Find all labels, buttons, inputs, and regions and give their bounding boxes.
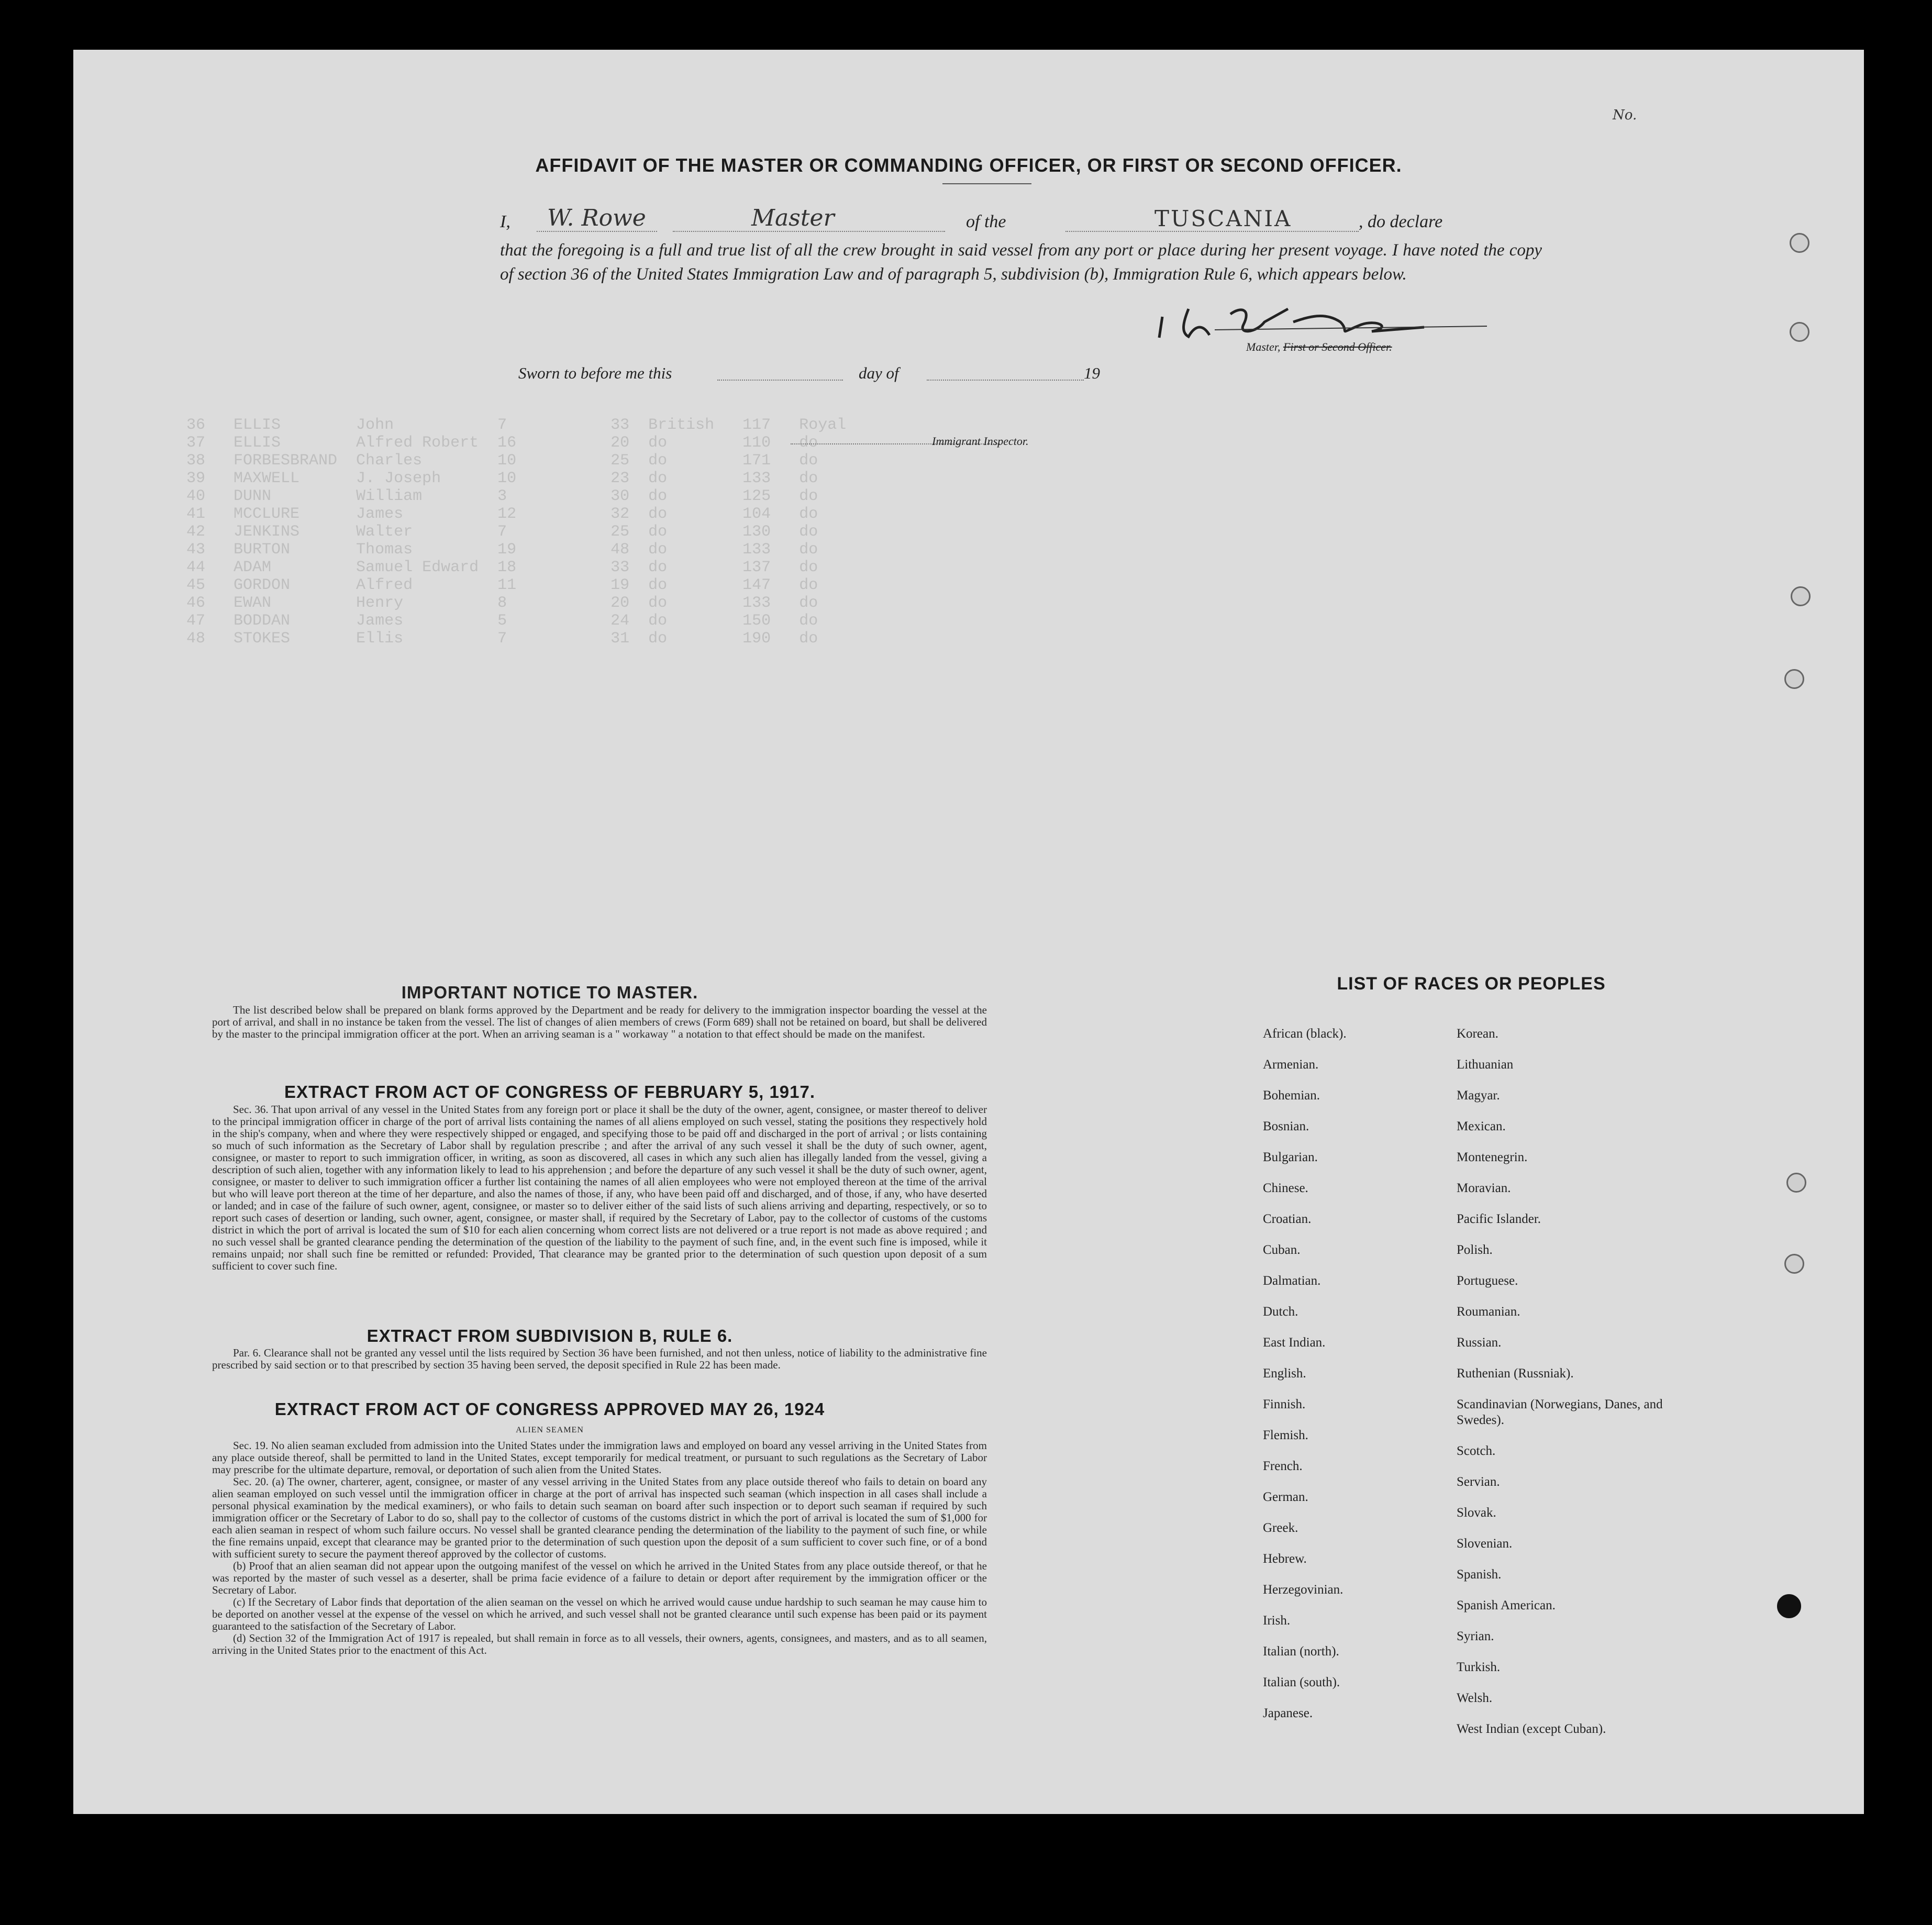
document-page (73, 50, 1864, 1814)
affidavit-declaration-line (500, 205, 1537, 238)
affidavit-title: AFFIDAVIT OF THE MASTER OR COMMANDING OFFICER, OR FIRST OR SECOND OFFICER. (535, 154, 1402, 176)
inspector-caption: Immigrant Inspector. (932, 435, 1029, 448)
corner-mark: No. (1613, 107, 1637, 123)
races-left-column (1263, 1026, 1451, 1737)
of-the-label: of the (966, 212, 1006, 231)
race-item: Pacific Islander. (1457, 1212, 1541, 1226)
extract-rule6-title: EXTRACT FROM SUBDIVISION B, RULE 6. (367, 1326, 733, 1345)
sworn-label: Sworn to before me this (518, 364, 672, 382)
race-item: Moravian. (1457, 1181, 1511, 1195)
race-item: Korean. (1457, 1027, 1498, 1041)
race-item: Bohemian. (1263, 1088, 1320, 1103)
master-name-handwritten: W. Rowe (547, 205, 646, 231)
sec-20b-text: (b) Proof that an alien seaman did not appear upon the outgoing manifest of the vessel on which he arrived in the United States from any place outside thereof, or that he was reported by the master of such vessel as a deserter, shall be prima facie evidence of a failure to detain or deport after requirement by the immigration officer or the Secretary of Labor. (212, 1560, 987, 1596)
sec-20c-text: (c) If the Secretary of Labor finds that deportation of the alien seaman on the vessel on which he arrived would cause undue hardship to such seaman he may cause him to be deported on another vessel at the expense of the vessel on which he arrived, and such vessel shall not be granted clearance until such expense has been paid or its payment guaranteed to the satisfaction of the Secretary of Labor. (212, 1596, 987, 1632)
race-item: Italian (north). (1263, 1644, 1339, 1659)
race-item: African (black). (1263, 1027, 1347, 1041)
extract-1917-text: Sec. 36. That upon arrival of any vessel in the United States from any foreign port or place it shall be the duty of the owner, agent, consignee, or master thereof to deliver to the principal immigration officer in charge of the port of arrival lists containing the names of all aliens employed on such vessel, stating the positions they respectively hold in the ship's company, when and where they were respectively shipped or engaged, and specifying those to be paid off and discharged in the port of arrival ; or lists containing so much of such information as the Secretary of Labor shall by regulation prescribe ; and after the arrival of any such vessel it shall be the duty of such owner, agent, consignee, or master to report to such immigration officer, in writing, as soon as discovered, all cases in which any such alien has illegally landed from the vessel, giving a description of such alien, together with any information likely to lead to his apprehension ; and before the departure of any such vessel it shall be the duty of such owner, agent, consignee, or master to deliver to such immigration officer a further list containing the names of all alien employees who were not employed thereon at the time of the arrival but who will leave port thereon at the time of her departure, and also the names of those, if any, who have been paid off and discharged, and of those, if any, who have deserted or landed; and in case of the failure of such owner, agent, consignee, or master so to deliver either of the said lists of such aliens arriving and departing, respectively, or so to report such cases of desertion or landing, such owner, agent, consignee, or master shall, if required by the Secretary of Labor, pay to the collector of customs of the customs district in which the port of arrival is located the sum of $10 for each alien concerning whom correct lists are not delivered or a true report is not made as above required ; and no such vessel shall be granted clearance pending the determination of the question of the liability to the payment of such fine, and, in the event such fine is imposed, while it remains unpaid; nor shall such fine be remitted or refunded: Provided, That clearance may be granted prior to the determination of such question upon deposit of a sum sufficient to cover such fine. (212, 1103, 987, 1272)
binding-hole (1786, 1173, 1806, 1193)
race-item: Irish. (1263, 1614, 1291, 1628)
race-item: Portuguese. (1457, 1274, 1518, 1288)
struck-caption: First or Second Officer. (1283, 340, 1392, 353)
race-item: Dalmatian. (1263, 1274, 1321, 1288)
master-signature (1152, 285, 1518, 348)
year-label: 19 (1084, 364, 1100, 382)
extract-1924-title: EXTRACT FROM ACT OF CONGRESS APPROVED MAY 26, 1924 (274, 1399, 825, 1419)
race-item: Greek. (1263, 1521, 1298, 1535)
race-item: Turkish. (1457, 1660, 1501, 1674)
race-item: Mexican. (1457, 1119, 1506, 1133)
day-of-label: day of (859, 364, 899, 382)
race-item: Bosnian. (1263, 1119, 1309, 1133)
race-item: Cuban. (1263, 1243, 1301, 1257)
binding-hole (1784, 669, 1804, 689)
race-item: Polish. (1457, 1243, 1493, 1257)
race-item: Japanese. (1263, 1706, 1313, 1720)
binding-hole (1777, 1594, 1801, 1618)
sworn-line (518, 364, 1199, 385)
affidavit-i: I, (500, 212, 510, 231)
race-item: Montenegrin. (1457, 1150, 1528, 1164)
race-item: Herzegovinian. (1263, 1583, 1343, 1597)
race-item: Armenian. (1263, 1058, 1319, 1072)
races-title: LIST OF RACES OR PEOPLES (1337, 974, 1606, 994)
binding-hole (1791, 586, 1811, 606)
master-caption: Master, (1246, 340, 1281, 353)
affidavit-body: that the foregoing is a full and true list of all the crew brought in said vessel from any port or place during her present voyage. I have noted the copy of section 36 of the United States Immigration Law and of paragraph 5, subdivision (b), Immigration Rule 6, which appears below. (500, 241, 1542, 284)
race-item: East Indian. (1263, 1336, 1326, 1350)
race-item: Ruthenian (Russniak). (1457, 1366, 1574, 1381)
extract-rule6-text: Par. 6. Clearance shall not be granted any vessel until the lists required by Section 36 have been furnished, and not then unless, notice of liability to the administrative fine prescribed by said section or to that prescribed by section 35 having been served, the deposit specified in Rule 22 has been made. (212, 1347, 987, 1371)
race-item: Syrian. (1457, 1629, 1494, 1643)
do-declare-label: , do declare (1359, 212, 1443, 231)
race-item: English. (1263, 1366, 1306, 1381)
races-right-column (1457, 1026, 1676, 1752)
race-item: Slovenian. (1457, 1537, 1513, 1551)
extract-1924-body (212, 1440, 987, 1656)
race-item: Bulgarian. (1263, 1150, 1318, 1164)
race-item: Servian. (1457, 1475, 1500, 1489)
race-item: Roumanian. (1457, 1305, 1520, 1319)
race-item: Spanish. (1457, 1567, 1502, 1582)
race-item: West Indian (except Cuban). (1457, 1722, 1606, 1736)
signature-caption (1246, 340, 1392, 354)
sec-20d-text: (d) Section 32 of the Immigration Act of 1917 is repealed, but shall remain in force as to all vessels, their owners, agents, consignees, and masters, and as to all seamen, arriving in the United States prior to the enactment of this Act. (212, 1632, 987, 1656)
title-underline (942, 183, 1031, 184)
race-item: Flemish. (1263, 1428, 1308, 1442)
binding-hole (1790, 233, 1809, 253)
race-item: Lithuanian (1457, 1058, 1514, 1072)
race-item: Slovak. (1457, 1506, 1496, 1520)
race-item: Dutch. (1263, 1305, 1298, 1319)
race-item: Russian. (1457, 1336, 1502, 1350)
extract-1917-title: EXTRACT FROM ACT OF CONGRESS OF FEBRUARY 5, 1917. (284, 1082, 816, 1101)
race-item: Spanish American. (1457, 1598, 1556, 1612)
binding-hole (1784, 1254, 1804, 1274)
race-item: Finnish. (1263, 1397, 1306, 1411)
race-item: Italian (south). (1263, 1675, 1340, 1689)
race-item: Scandinavian (Norwegians, Danes, and Swedes). (1457, 1397, 1663, 1427)
important-notice-title: IMPORTANT NOTICE TO MASTER. (401, 983, 698, 1002)
race-item: Hebrew. (1263, 1552, 1307, 1566)
important-notice-text: The list described below shall be prepared on blank forms approved by the Department and be ready for delivery to the immigration inspector boarding the vessel at the port of arrival, and shall in no instance be taken from the vessel. The list of changes of alien members of crews (Form 689) shall not be retained on board, but shall be delivered by the master to the principal immigration officer at the port. When an arriving seaman is a " workaway " a notation to that effect should be made on the manifest. (212, 1004, 987, 1040)
race-item: Chinese. (1263, 1181, 1308, 1195)
race-item: German. (1263, 1490, 1308, 1504)
race-item: Magyar. (1457, 1088, 1500, 1103)
master-rank-handwritten: Master (751, 205, 835, 231)
race-item: French. (1263, 1459, 1303, 1473)
race-item: Croatian. (1263, 1212, 1312, 1226)
race-item: Scotch. (1457, 1444, 1496, 1458)
race-item: Welsh. (1457, 1691, 1493, 1705)
vessel-name-handwritten: TUSCANIA (1154, 206, 1292, 231)
binding-hole (1790, 322, 1809, 342)
extract-1924-subtitle: ALIEN SEAMEN (516, 1426, 584, 1434)
sec-19-text: Sec. 19. No alien seaman excluded from admission into the United States under the immigration laws and employed on board any vessel arriving in the United States from any place outside thereof, shall be permitted to land in the United States, except temporarily for medical treatment, or pursuant to such regulations as the Secretary of Labor may prescribe for the ultimate departure, removal, or deportation of such alien from the United States. (212, 1439, 987, 1476)
sec-20a-text: Sec. 20. (a) The owner, charterer, agent, consignee, or master of any vessel arriving in the United States from any place outside thereof who fails to detain on board any alien seaman employed on such vessel until the immigration officer in charge at the port of arrival has inspected such seaman (which inspection in all cases shall include a personal physical examination by the medical examiners), or who fails to detain such seaman on board after such inspection or to deport such seaman if required by such immigration officer or the Secretary of Labor to do so, shall pay to the collector of customs of the customs district in which the port of arrival is located the sum of $1,000 for each alien seaman in respect of whom such failure occurs. No vessel shall be granted clearance pending the determination of the liability to the payment of such fine, or while the fine remains unpaid, except that clearance may be granted prior to the determination of such question upon the deposit of a sum sufficient to cover such fine, or of a bond with sufficient surety to secure the payment thereof approved by the collector of customs. (212, 1475, 987, 1560)
bleed-through-text: 36 ELLIS John 7 33 British 117 Royal 37 ELLIS Alfred Robert 16 20 do 110 do 38 FORBESBRAND Charles 10 25 do 171 do 39 MAXWELL J. Joseph 10 23 do 133 do 40 DUNN William 3 30 do 125 do 41 MCCLURE James 12 32 do 104 do 42 JENKINS Walter 7 25 do 130 do 43 BURTON Thomas 19 48 do 133 do 44 ADAM Samuel Edward 18 33 do 137 do 45 GORDON Alfred 11 19 do 147 do 46 EWAN Henry 8 20 do 133 do 47 BODDAN James 5 24 do 150 do 48 STOKES Ellis 7 31 do 190 do (186, 416, 847, 648)
